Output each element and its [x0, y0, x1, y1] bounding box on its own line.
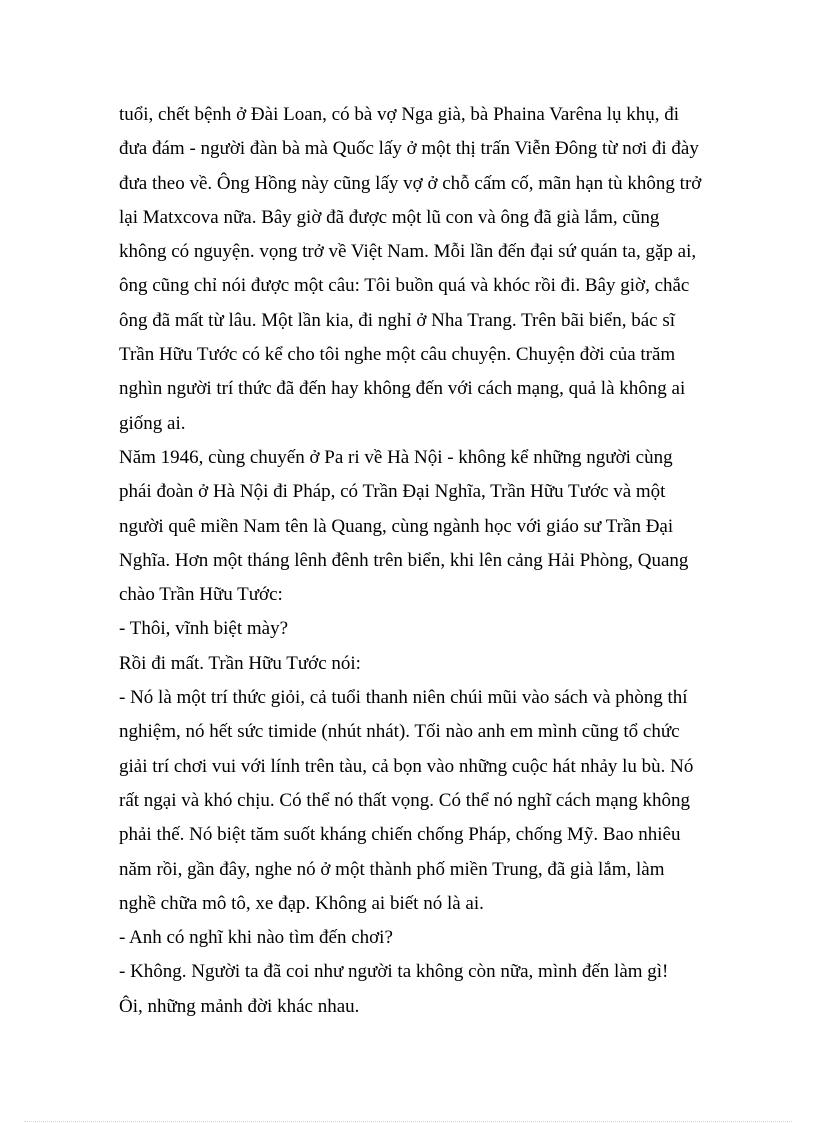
text-line: người quê miền Nam tên là Quang, cùng ngành học với giáo sư Trần Đại	[119, 515, 674, 537]
text-line: giải trí chơi vui với lính trên tàu, cả bọn vào những cuộc hát nhảy lu bù. Nó	[119, 755, 694, 777]
text-line: - Nó là một trí thức giỏi, cả tuổi thanh niên chúi mũi vào sách và phòng thí	[119, 687, 688, 709]
text-line: nghiệm, nó hết sức timide (nhút nhát). Tối nào anh em mình cũng tổ chức	[119, 721, 680, 743]
text-line: đưa theo về. Ông Hồng này cũng lấy vợ ở chỗ cấm cố, mãn hạn tù không trở	[119, 172, 702, 194]
page-bottom-border	[24, 1121, 792, 1122]
text-line: - Anh có nghĩ khi nào tìm đến chơi?	[119, 927, 393, 949]
text-line: - Không. Người ta đã coi như người ta không còn nữa, mình đến làm gì!	[119, 961, 669, 983]
text-line: phái đoàn ở Hà Nội đi Pháp, có Trần Đại Nghĩa, Trần Hữu Tước và một	[119, 481, 666, 503]
text-line: chào Trần Hữu Tước:	[119, 584, 283, 606]
text-line: nghề chữa mô tô, xe đạp. Không ai biết nó là ai.	[119, 892, 484, 914]
text-line: không có nguyện. vọng trở về Việt Nam. Mỗi lần đến đại sứ quán ta, gặp ai,	[119, 241, 697, 263]
text-line: Trần Hữu Tước có kể cho tôi nghe một câu chuyện. Chuyện đời của trăm	[119, 344, 676, 366]
text-line: Năm 1946, cùng chuyến ở Pa ri về Hà Nội - không kể những người cùng	[119, 446, 673, 468]
text-line: Rồi đi mất. Trần Hữu Tước nói:	[119, 652, 361, 674]
text-line: năm rồi, gần đây, nghe nó ở một thành phố miền Trung, đã già lắm, làm	[119, 858, 665, 880]
text-line: lại Matxcova nữa. Bây giờ đã được một lũ con và ông đã già lắm, cũng	[119, 206, 660, 228]
text-line: rất ngại và khó chịu. Có thể nó thất vọng. Có thể nó nghĩ cách mạng không	[119, 789, 690, 811]
text-line: phải thế. Nó biệt tăm suốt kháng chiến chống Pháp, chống Mỹ. Bao nhiêu	[119, 824, 681, 846]
text-line: - Thôi, vĩnh biệt mày?	[119, 618, 289, 640]
text-line: đưa đám - người đàn bà mà Quốc lấy ở một thị trấn Viễn Đông từ nơi đi đày	[119, 138, 699, 160]
text-line: ông cũng chỉ nói được một câu: Tôi buồn quá và khóc rồi đi. Bây giờ, chắc	[119, 275, 690, 297]
text-line: ông đã mất từ lâu. Một lần kia, đi nghỉ ở Nha Trang. Trên bãi biển, bác sĩ	[119, 309, 675, 331]
body-text	[119, 98, 709, 1024]
text-line: Nghĩa. Hơn một tháng lênh đênh trên biển, khi lên cảng Hải Phòng, Quang	[119, 549, 689, 571]
text-line: giống ai.	[119, 412, 186, 434]
text-line: Ôi, những mảnh đời khác nhau.	[119, 995, 360, 1017]
text-line: nghìn người trí thức đã đến hay không đến với cách mạng, quả là không ai	[119, 378, 686, 400]
text-line: tuổi, chết bệnh ở Đài Loan, có bà vợ Nga già, bà Phaina Varêna lụ khụ, đi	[119, 104, 680, 125]
